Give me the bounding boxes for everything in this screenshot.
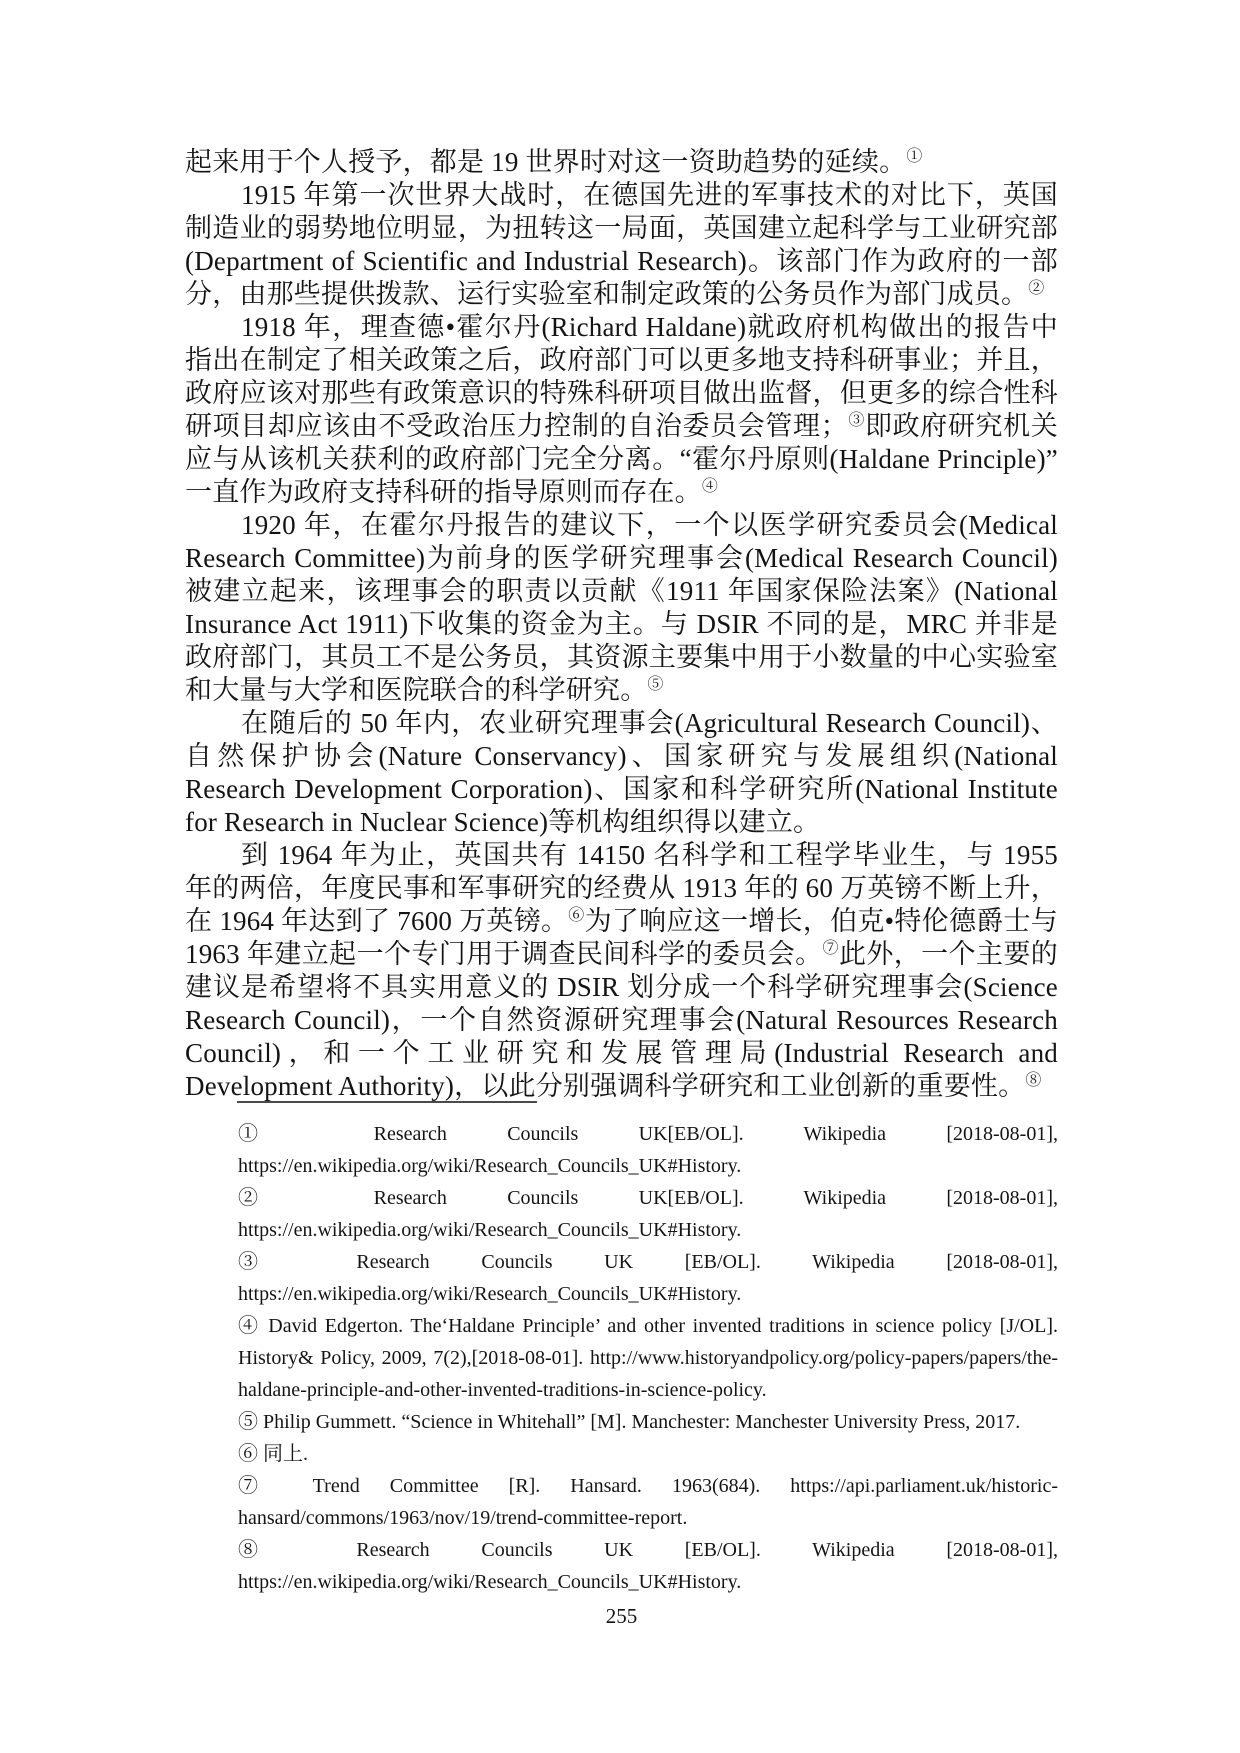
footnote-ref: ④ — [701, 478, 719, 495]
footnote-marker: ⑤ — [238, 1411, 258, 1433]
footnotes — [238, 1118, 1058, 1598]
footnote-marker: ② — [238, 1187, 314, 1209]
footnote-marker: ③ — [238, 1251, 305, 1273]
footnote-marker: ⑦ — [238, 1475, 284, 1497]
footnote-item: ⑦ Trend Committee [R]. Hansard. 1963(684). https://api.parliament.uk/historic-hansard/commons/1963/nov/19/trend-committee-report. — [238, 1475, 1058, 1529]
footnote-marker: ⑧ — [238, 1539, 305, 1561]
footnote-ref: ⑥ — [568, 907, 585, 924]
page-number: 255 — [605, 1604, 638, 1628]
footnote-ref: ② — [1028, 280, 1045, 297]
footnote-separator — [237, 1101, 537, 1103]
footnote-item: ② Research Councils UK[EB/OL]. Wikipedia [2018-08-01], https://en.wikipedia.org/wiki/Research_Councils_UK#History. — [238, 1187, 1058, 1241]
footnote-marker: ⑥ — [238, 1443, 258, 1465]
footnote-ref: ③ — [847, 412, 865, 429]
paragraph: 在随后的 50 年内，农业研究理事会(Agricultural Research Council)、自然保护协会(Nature Conservancy)、国家研究与发展组织(National Research Development Corporation)、国家和科学研究所(National Institute for Research in Nuclear Science)等机构组织得以建立。 — [185, 708, 1058, 837]
footnote-item: ⑧ Research Councils UK [EB/OL]. Wikipedia [2018-08-01], https://en.wikipedia.org/wiki/Research_Councils_UK#History. — [238, 1539, 1059, 1593]
footnote-item: ③ Research Councils UK [EB/OL]. Wikipedia [2018-08-01], https://en.wikipedia.org/wiki/Research_Councils_UK#History. — [238, 1251, 1059, 1305]
footnote-marker: ④ — [238, 1315, 261, 1337]
paragraph: 1915 年第一次世界大战时，在德国先进的军事技术的对比下，英国制造业的弱势地位明显，为扭转这一局面，英国建立起科学与工业研究部(Department of Scientific and Industrial Research)。该部门作为政府的一部分，由那些提供拨款、运行实验室和制定政策的公务员作为部门成员。② — [185, 180, 1058, 309]
paragraph: 到 1964 年为止，英国共有 14150 名科学和工程学毕业生，与 1955 年的两倍，年度民事和军事研究的经费从 1913 年的 60 万英镑不断上升，在 1964 年达到了 7600 万英镑。⑥为了响应这一增长，伯克•特伦德爵士与 1963 年建立起一个专门用于调查民间科学的委员会。⑦此外，一个主要的建议是希望将不具实用意义的 DSIR 划分成一个科学研究理事会(Science Research Council)，一个自然资源研究理事会(Natural Resources Research Council)，和一个工业研究和发展管理局(Industrial Research and Development Authority)，以此分别强调科学研究和工业创新的重要性。⑧ — [185, 840, 1059, 1101]
footnote-ref: ⑦ — [822, 940, 839, 957]
footnote-ref: ⑧ — [1025, 1072, 1042, 1089]
footnote-ref: ① — [906, 148, 923, 165]
body-text — [185, 146, 1058, 1103]
footnote-ref: ⑤ — [647, 676, 664, 693]
footnote-item: ① Research Councils UK[EB/OL]. Wikipedia [2018-08-01], https://en.wikipedia.org/wiki/Research_Councils_UK#History. — [238, 1123, 1058, 1177]
footnote-item: ⑤ Philip Gummett. “Science in Whitehall” [M]. Manchester: Manchester University Press, 2017. — [238, 1411, 1021, 1433]
paragraph: 1920 年，在霍尔丹报告的建议下，一个以医学研究委员会(Medical Research Committee)为前身的医学研究理事会(Medical Research Council)被建立起来，该理事会的职责以贡献《1911 年国家保险法案》(National Insurance Act 1911)下收集的资金为主。与 DSIR 不同的是，MRC 并非是政府部门，其员工不是公务员，其资源主要集中用于小数量的中心实验室和大量与大学和医院联合的科学研究。⑤ — [185, 510, 1058, 705]
footnote-item: ⑥ 同上. — [238, 1443, 308, 1465]
footnote-item: ④ David Edgerton. The‘Haldane Principle’ and other invented traditions in science policy [J/OL]. History& Policy, 2009, 7(2),[2018-08-01]. http://www.historyandpolicy.org/policy-papers/papers/the-haldane-principle-and-other-invented-traditions-in-science-policy. — [238, 1315, 1058, 1401]
paragraph: 1918 年，理查德•霍尔丹(Richard Haldane)就政府机构做出的报告中指出在制定了相关政策之后，政府部门可以更多地支持科研事业；并且，政府应该对那些有政策意识的特殊科研项目做出监督，但更多的综合性科研项目却应该由不受政治压力控制的自治委员会管理；③即政府研究机关应与从该机关获利的政府部门完全分离。“霍尔丹原则(Haldane Principle)”一直作为政府支持科研的指导原则而存在。④ — [185, 312, 1058, 507]
footnote-marker: ① — [238, 1123, 314, 1145]
paragraph: 起来用于个人授予，都是 19 世界时对这一资助趋势的延续。① — [185, 147, 923, 177]
